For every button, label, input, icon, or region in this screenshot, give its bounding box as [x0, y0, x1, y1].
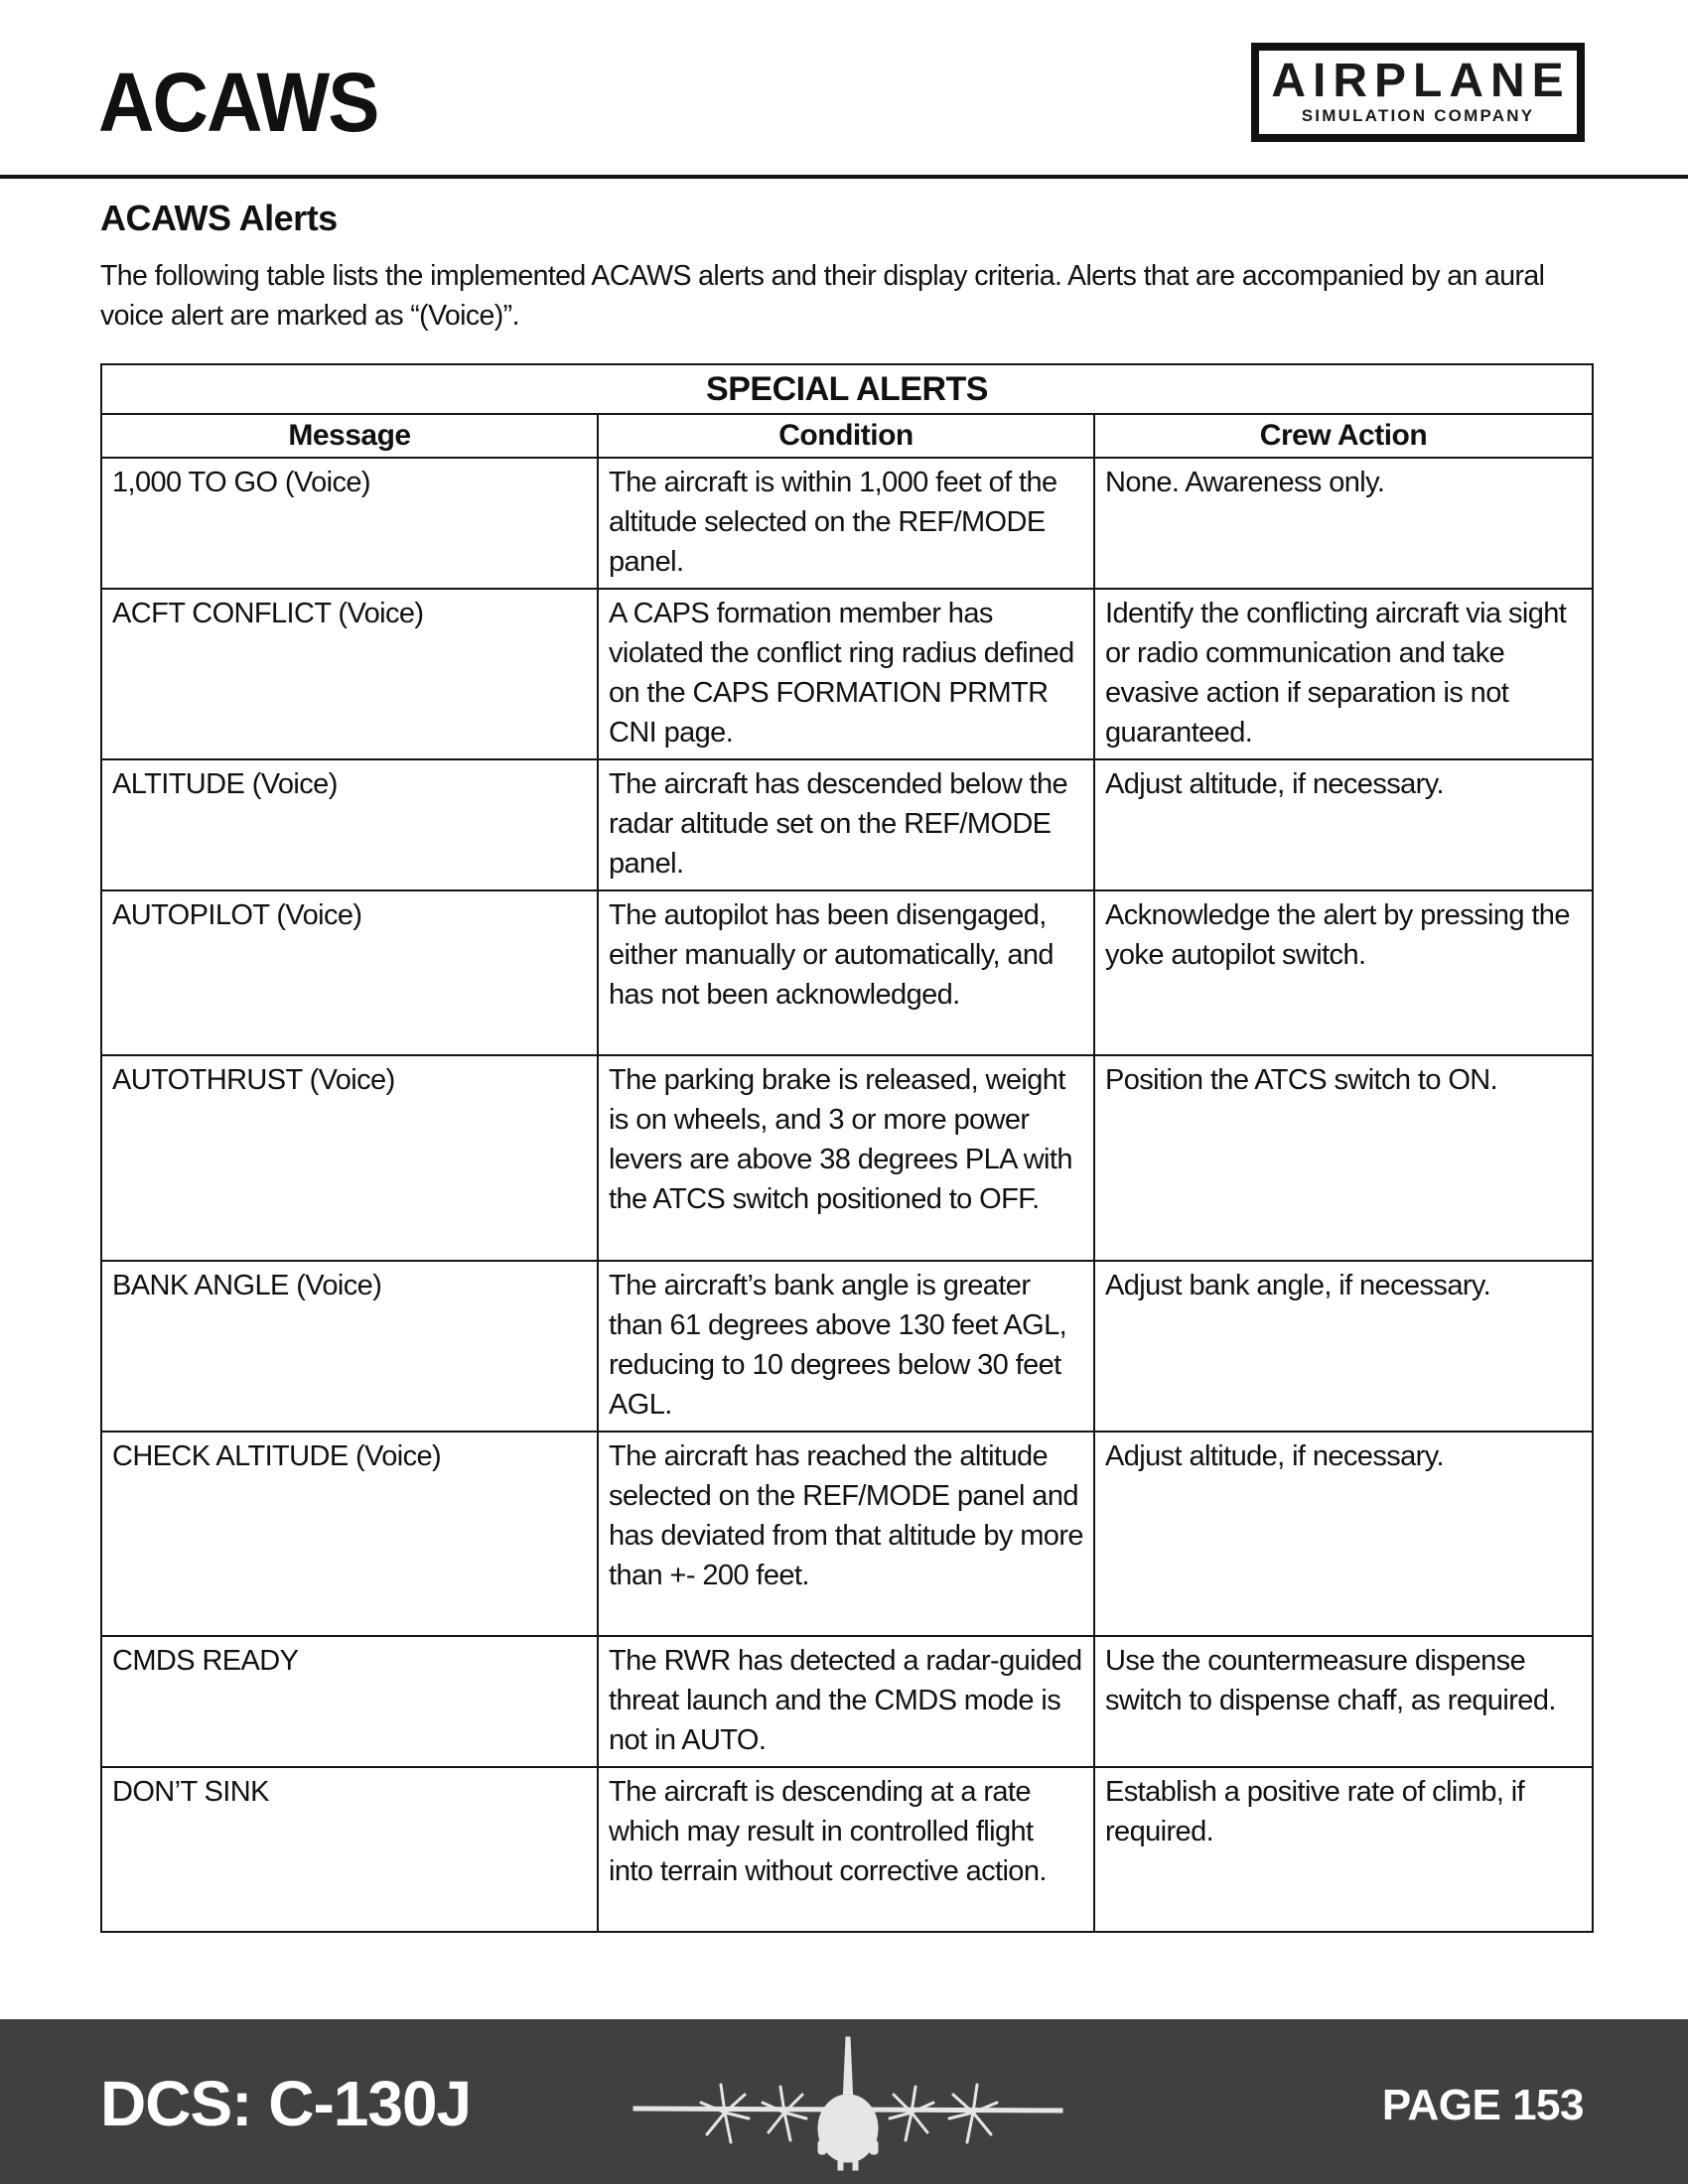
- table-title: SPECIAL ALERTS: [101, 364, 1593, 414]
- action-cell: Position the ATCS switch to ON.: [1094, 1055, 1593, 1261]
- aircraft-sponson-right: [870, 2140, 878, 2154]
- message-cell: BANK ANGLE (Voice): [101, 1261, 598, 1432]
- c130j-aircraft-icon: [626, 2029, 1072, 2178]
- propeller-3: [890, 2087, 933, 2140]
- column-header-crew-action: Crew Action: [1094, 414, 1593, 458]
- logo-sub-text: SIMULATION COMPANY: [1301, 106, 1535, 125]
- table-row: [101, 1767, 1593, 1932]
- message-cell: AUTOTHRUST (Voice): [101, 1055, 598, 1261]
- table-row: [101, 589, 1593, 759]
- aircraft-sponson-left: [818, 2140, 826, 2154]
- section-title: ACAWS Alerts: [100, 198, 338, 238]
- table-row: [101, 759, 1593, 890]
- footer-product-title: DCS: C-130J: [100, 2068, 472, 2139]
- page-title: ACAWS: [98, 56, 378, 149]
- column-header-condition: Condition: [598, 414, 1094, 458]
- message-cell: AUTOPILOT (Voice): [101, 890, 598, 1055]
- aircraft-tail-fin: [843, 2037, 853, 2104]
- condition-cell: A CAPS formation member has violated the conflict ring radius defined on the CAPS FORMATION PRMTR CNI page.: [598, 589, 1094, 759]
- message-cell: CHECK ALTITUDE (Voice): [101, 1432, 598, 1636]
- page-number: PAGE 153: [1381, 2081, 1584, 2129]
- condition-cell: The aircraft’s bank angle is greater than 61 degrees above 130 feet AGL, reducing to 10 degrees below 30 feet AGL.: [598, 1261, 1094, 1432]
- table-row: [101, 1055, 1593, 1261]
- condition-cell: The aircraft is within 1,000 feet of the altitude selected on the REF/MODE panel.: [598, 458, 1094, 589]
- airplane-simulation-company-logo: [1251, 43, 1585, 142]
- header-divider: [0, 175, 1688, 179]
- column-header-message: Message: [101, 414, 598, 458]
- condition-cell: The aircraft has reached the altitude selected on the REF/MODE panel and has deviated from that altitude by more than +- 200 feet.: [598, 1432, 1094, 1636]
- table-title-row: [101, 364, 1593, 414]
- table-row: [101, 890, 1593, 1055]
- condition-cell: The aircraft is descending at a rate which may result in controlled flight into terrain without corrective action.: [598, 1767, 1094, 1932]
- aircraft-fuselage: [818, 2095, 878, 2162]
- action-cell: Adjust altitude, if necessary.: [1094, 1432, 1593, 1636]
- action-cell: Acknowledge the alert by pressing the yoke autopilot switch.: [1094, 890, 1593, 1055]
- logo-main-text: AIRPLANE: [1271, 55, 1571, 107]
- action-cell: Establish a positive rate of climb, if required.: [1094, 1767, 1593, 1932]
- action-cell: Adjust altitude, if necessary.: [1094, 759, 1593, 890]
- condition-cell: The aircraft has descended below the radar altitude set on the REF/MODE panel.: [598, 759, 1094, 890]
- message-cell: ACFT CONFLICT (Voice): [101, 589, 598, 759]
- aircraft-gear-right: [853, 2158, 858, 2170]
- message-cell: DON’T SINK: [101, 1767, 598, 1932]
- action-cell: Adjust bank angle, if necessary.: [1094, 1261, 1593, 1432]
- table-row: [101, 1636, 1593, 1767]
- message-cell: 1,000 TO GO (Voice): [101, 458, 598, 589]
- table-row: [101, 1432, 1593, 1636]
- message-cell: ALTITUDE (Voice): [101, 759, 598, 890]
- action-cell: Identify the conflicting aircraft via sight or radio communication and take evasive action if separation is not guaranteed.: [1094, 589, 1593, 759]
- condition-cell: The autopilot has been disengaged, either manually or automatically, and has not been acknowledged.: [598, 890, 1094, 1055]
- condition-cell: The RWR has detected a radar-guided threat launch and the CMDS mode is not in AUTO.: [598, 1636, 1094, 1767]
- special-alerts-table: [100, 363, 1594, 1933]
- table-row: [101, 1261, 1593, 1432]
- propeller-4: [949, 2085, 997, 2142]
- action-cell: Use the countermeasure dispense switch to dispense chaff, as required.: [1094, 1636, 1593, 1767]
- action-cell: None. Awareness only.: [1094, 458, 1593, 589]
- table-row: [101, 458, 1593, 589]
- message-cell: CMDS READY: [101, 1636, 598, 1767]
- table-header-row: [101, 414, 1593, 458]
- condition-cell: The parking brake is released, weight is on wheels, and 3 or more power levers are above 38 degrees PLA with the ATCS switch positioned to OFF.: [598, 1055, 1094, 1261]
- propeller-2: [763, 2087, 806, 2140]
- page-footer: [0, 2019, 1688, 2184]
- intro-paragraph: The following table lists the implemented ACAWS alerts and their display criteria. Alerts that are accompanied by an aural voice alert are marked as “(Voice)”.: [100, 260, 1545, 332]
- propeller-1: [701, 2085, 749, 2142]
- aircraft-gear-left: [838, 2158, 843, 2170]
